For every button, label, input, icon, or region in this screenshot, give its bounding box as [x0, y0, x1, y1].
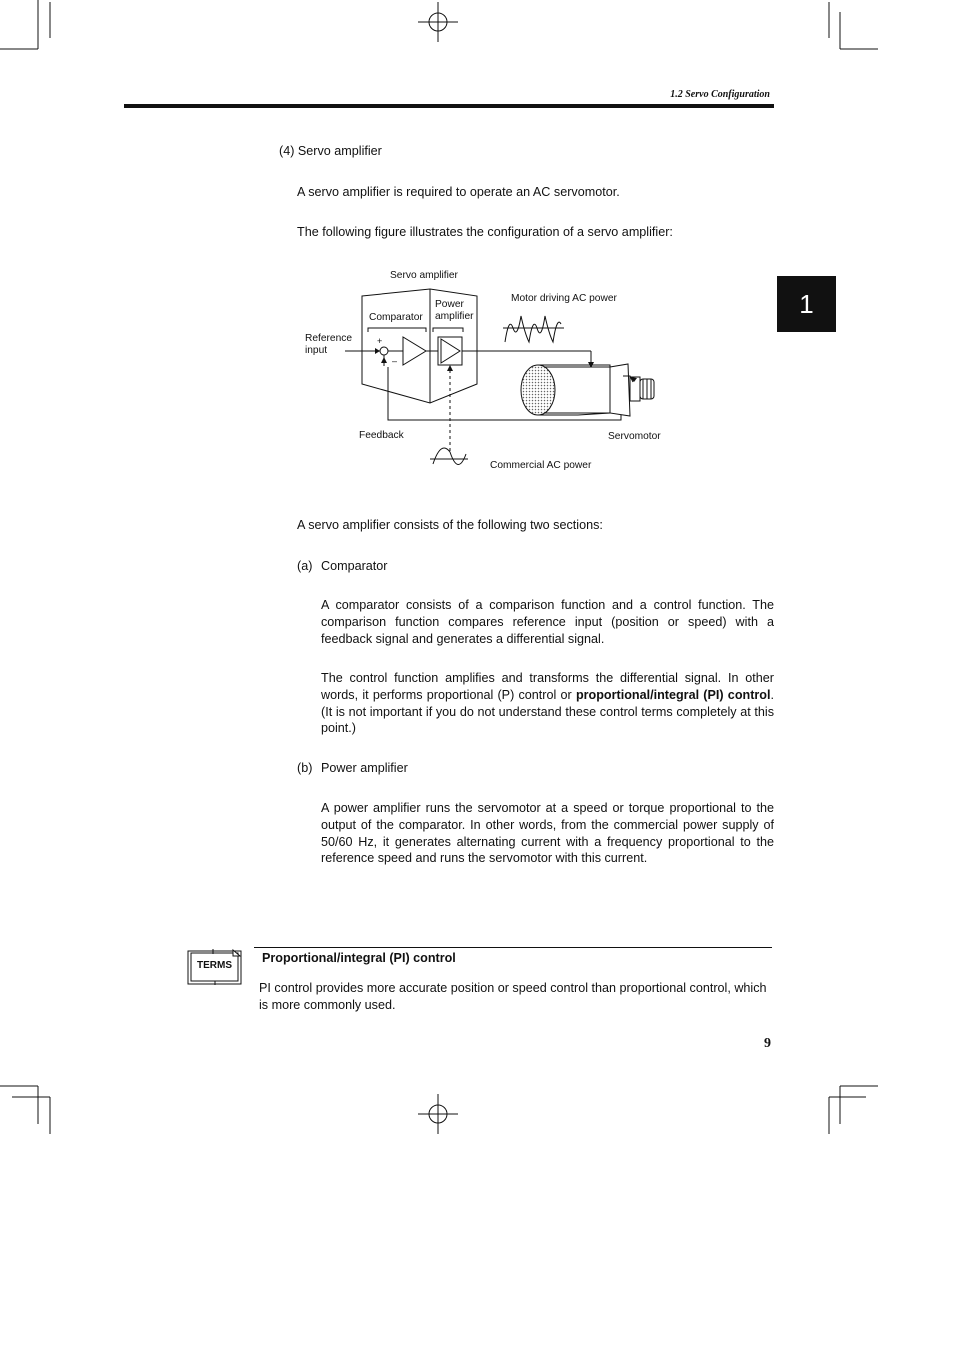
header-rule [124, 104, 774, 108]
label-feedback: Feedback [359, 430, 404, 441]
item-a-title: Comparator [321, 559, 388, 573]
label-plus: + [377, 336, 383, 346]
summing-junction [380, 347, 388, 355]
label-power-line2: amplifier [435, 311, 474, 322]
intro-paragraph-2: The following figure illustrates the configuration of a servo amplifier: [297, 225, 673, 239]
page-number: 9 [764, 1036, 771, 1051]
pi-control-term: proportional/integral (PI) control [575, 687, 771, 702]
registration-mark-bottom [418, 1094, 458, 1134]
power-amplifier-paragraph: A power amplifier runs the servomotor at a speed or torque proportional to the output of the comparator. In other words, from the commercial power supply of 50/60 Hz, it generates alternating current with a frequency proportional to the reference speed and runs the servomotor with this current. [321, 801, 774, 866]
power-amplifier-symbol [438, 337, 462, 365]
running-header: 1.2 Servo Configuration [670, 89, 770, 100]
label-reference-line2: input [305, 345, 328, 356]
item-b-title: Power amplifier [321, 761, 408, 775]
item-b-marker: (b) [297, 761, 313, 775]
servo-amplifier-figure [300, 264, 680, 484]
para2-text-post: . (It is not important if you do not understand these control terms completely at this point.) [321, 687, 774, 736]
label-minus: – [392, 356, 398, 366]
figure-drawing [300, 264, 680, 484]
terms-title: Proportional/integral (PI) control [262, 951, 456, 965]
para2-text-pre: The control function amplifies and transforms the differential signal. In other words, it performs proportional (P) control or [321, 671, 774, 702]
registration-mark-top [418, 2, 458, 42]
label-comparator: Comparator [369, 312, 423, 323]
label-servomotor: Servomotor [608, 431, 661, 442]
terms-text: PI control provides more accurate position or speed control than proportional control, which is more commonly used. [259, 981, 767, 1012]
terms-badge-label: TERMS [197, 960, 232, 971]
comparator-paragraph-2 [321, 670, 774, 737]
label-motor-power: Motor driving AC power [511, 293, 617, 304]
label-reference-line1: Reference [305, 333, 353, 344]
chapter-tab: 1 [777, 276, 836, 332]
label-power-line1: Power [435, 299, 464, 310]
section-heading: (4) Servo amplifier [279, 144, 382, 158]
motor-ac-wave [505, 316, 561, 342]
motor-end [521, 365, 555, 415]
label-commercial-power: Commercial AC power [490, 460, 592, 471]
terms-badge [187, 948, 243, 986]
item-a-marker: (a) [297, 559, 313, 573]
terms-rule [254, 947, 772, 948]
comparator-paragraph-1: A comparator consists of a comparison function and a control function. The comparison function compares reference input (position or speed) with a feedback signal and generates a differential signal. [321, 598, 774, 646]
label-servo-amplifier: Servo amplifier [390, 270, 458, 281]
sections-intro: A servo amplifier consists of the following two sections: [297, 518, 603, 532]
intro-paragraph-1: A servo amplifier is required to operate an AC servomotor. [297, 185, 620, 199]
